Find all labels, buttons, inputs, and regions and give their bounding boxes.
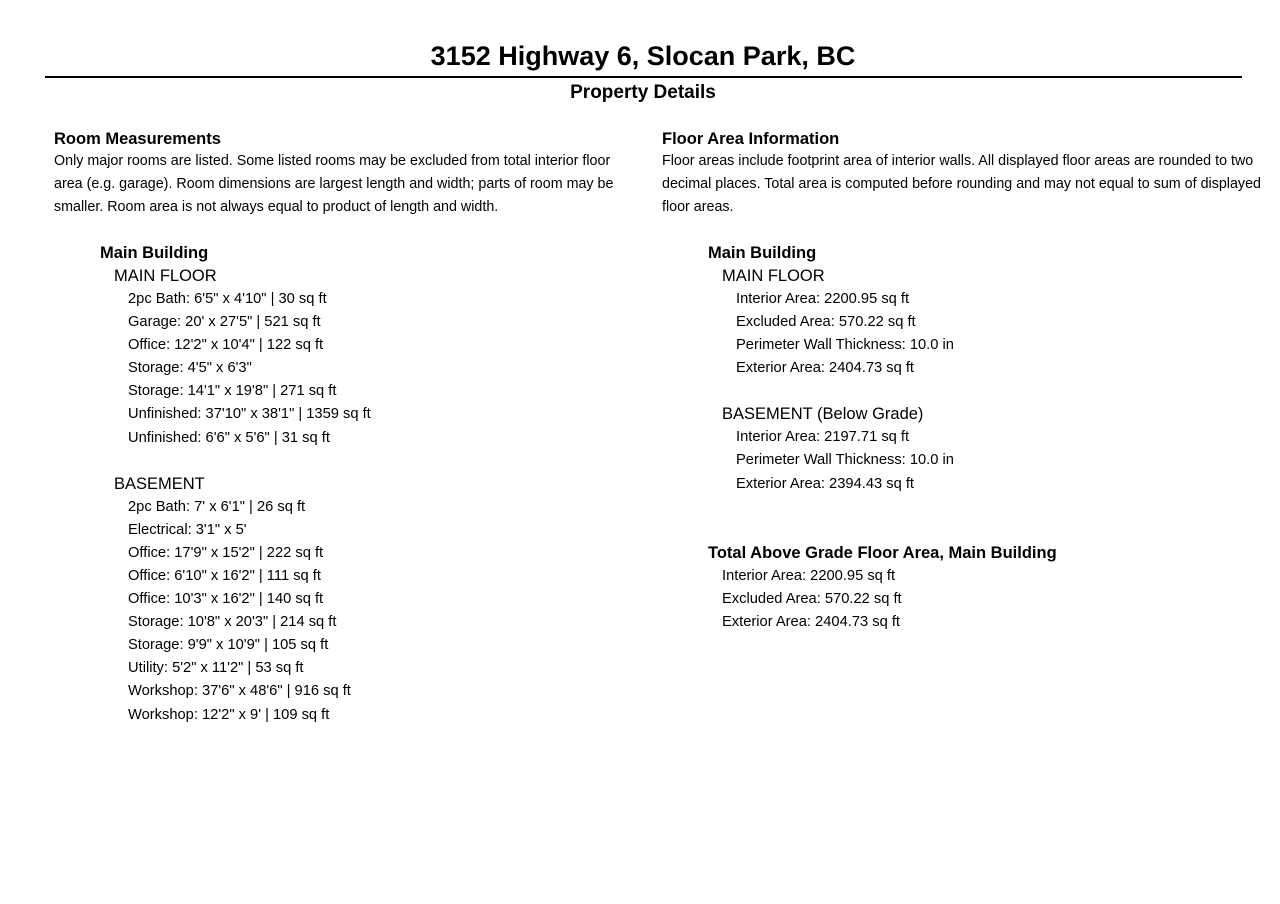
floor-name: BASEMENT xyxy=(114,474,205,493)
room-item: Office: 6'10" x 16'2" | 111 sq ft xyxy=(128,567,321,584)
page-title: 3152 Highway 6, Slocan Park, BC xyxy=(430,41,856,71)
room-item: Workshop: 12'2" x 9' | 109 sq ft xyxy=(128,706,330,723)
area-list xyxy=(722,426,1262,495)
room-measurements-heading: Room Measurements xyxy=(54,130,221,148)
room-measurements-description: Only major rooms are listed. Some listed rooms may be excluded from total interior floor area (e.g. garage). Room dimensions are largest length and width; parts of room may be smaller. Room area is not always equal to product of length and width. xyxy=(54,153,614,215)
floor-basement xyxy=(114,473,634,727)
building-title: Main Building xyxy=(100,244,209,262)
area-list xyxy=(722,288,1262,380)
floor-area-description: Floor areas include footprint area of interior walls. All displayed floor areas are rounded to two decimal places. Total area is computed before rounding and may not equal to sum of displayed floor areas. xyxy=(662,153,1261,215)
area-item: Excluded Area: 570.22 sq ft xyxy=(736,314,916,331)
floor-area-section xyxy=(662,128,1262,634)
floor-name: BASEMENT (Below Grade) xyxy=(722,405,924,424)
room-item: Storage: 10'8" x 20'3" | 214 sq ft xyxy=(128,614,337,631)
room-measurements-building xyxy=(100,242,634,727)
floor-main xyxy=(114,265,634,450)
room-item: Unfinished: 37'10" x 38'1" | 1359 sq ft xyxy=(128,406,371,423)
total-title: Total Above Grade Floor Area, Main Building xyxy=(708,543,1057,562)
room-item: Utility: 5'2" x 11'2" | 53 sq ft xyxy=(128,660,304,677)
total-item: Interior Area: 2200.95 sq ft xyxy=(722,567,896,584)
floor-name: MAIN FLOOR xyxy=(722,267,825,285)
floor-area-building xyxy=(708,242,1262,496)
room-item: Office: 10'3" x 16'2" | 140 sq ft xyxy=(128,591,324,608)
room-item: Storage: 9'9" x 10'9" | 105 sq ft xyxy=(128,637,329,654)
floor-name: MAIN FLOOR xyxy=(114,267,217,285)
total-above-grade xyxy=(708,542,1262,634)
page-subtitle: Property Details xyxy=(570,82,716,103)
floor-basement xyxy=(722,403,1262,495)
area-item: Exterior Area: 2394.43 sq ft xyxy=(736,475,914,492)
building-title: Main Building xyxy=(708,244,817,262)
room-item: Garage: 20' x 27'5" | 521 sq ft xyxy=(128,314,321,331)
room-item: Electrical: 3'1" x 5' xyxy=(128,521,247,538)
floor-area-heading: Floor Area Information xyxy=(662,130,840,148)
room-item: Workshop: 37'6" x 48'6" | 916 sq ft xyxy=(128,683,351,700)
room-list xyxy=(114,496,634,727)
title-divider xyxy=(45,76,1242,78)
total-item: Excluded Area: 570.22 sq ft xyxy=(722,590,902,607)
room-list xyxy=(114,288,634,450)
area-item: Perimeter Wall Thickness: 10.0 in xyxy=(736,337,954,354)
room-item: Unfinished: 6'6" x 5'6" | 31 sq ft xyxy=(128,429,330,446)
total-item: Exterior Area: 2404.73 sq ft xyxy=(722,613,900,630)
room-item: 2pc Bath: 7' x 6'1" | 26 sq ft xyxy=(128,498,306,515)
room-item: Storage: 14'1" x 19'8" | 271 sq ft xyxy=(128,383,337,400)
area-item: Exterior Area: 2404.73 sq ft xyxy=(736,360,914,377)
area-item: Perimeter Wall Thickness: 10.0 in xyxy=(736,452,954,469)
room-item: Office: 12'2" x 10'4" | 122 sq ft xyxy=(128,337,324,354)
area-item: Interior Area: 2197.71 sq ft xyxy=(736,429,910,446)
floor-main xyxy=(722,265,1262,380)
area-item: Interior Area: 2200.95 sq ft xyxy=(736,291,910,307)
room-measurements-section xyxy=(54,128,634,727)
total-list xyxy=(708,565,1262,634)
room-item: Storage: 4'5" x 6'3" xyxy=(128,360,252,377)
room-item: 2pc Bath: 6'5" x 4'10" | 30 sq ft xyxy=(128,291,327,307)
room-item: Office: 17'9" x 15'2" | 222 sq ft xyxy=(128,544,324,561)
